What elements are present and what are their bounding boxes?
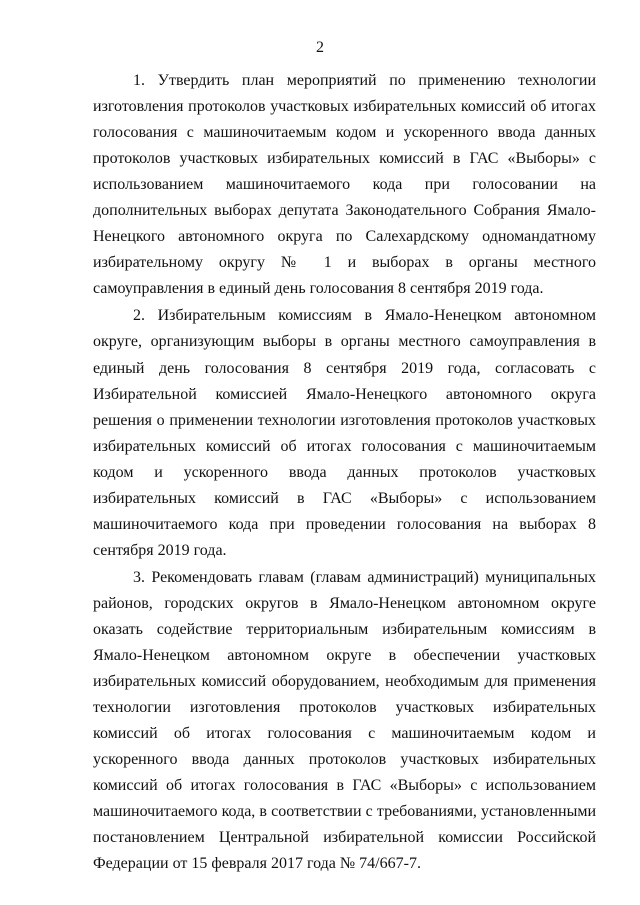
paragraph-3: 3. Рекомендовать главам (главам администраций) муниципальных районов, городских округов в Ямало-Ненецком автономном округе оказать содействие территориальным избирательным комиссиям в Ямало-Ненецком автономном округе в обеспечении участковых избирательных комиссий оборудованием, необходимым для применения технологии изготовления протоколов участковых избирательных комиссий об итогах голосования с машиночитаемым кодом и ускоренного ввода данных протоколов участковых избирательных комиссий об итогах голосования в ГАС «Выборы» с использованием машиночитаемого кода, в соответствии с требованиями, установленными постановлением Центральной избирательной комиссии Российской Федерации от 15 февраля 2017 года № 74/667-7. [93,568,596,873]
page-number: 2 [316,39,324,56]
document-body [93,68,596,878]
paragraph-2: 2. Избирательным комиссиям в Ямало-Ненецком автономном округе, организующим выборы в органы местного самоуправления в единый день голосования 8 сентября 2019 года, согласовать с Избирательной комиссией Ямало-Ненецкого автономного округа решения о применении технологии изготовления протоколов участковых избирательных комиссий об итогах голосования с машиночитаемым кодом и ускоренного ввода данных протоколов участковых избирательных комиссий в ГАС «Выборы» с использованием машиночитаемого кода при проведении голосования на выборах 8 сентября 2019 года. [93,307,596,559]
paragraph-1: 1. Утвердить план мероприятий по применению технологии изготовления протоколов участковых избирательных комиссий об итогах голосования с машиночитаемым кодом и ускоренного ввода данных протоколов участковых избирательных комиссий в ГАС «Выборы» с использованием машиночитаемого кода при голосовании на дополнительных выборах депутата Законодательного Собрания Ямало-Ненецкого автономного округа по Салехардскому одномандатному избирательному округу № 1 и выборах в органы местного самоуправления в единый день голосования 8 сентября 2019 года. [93,72,596,298]
